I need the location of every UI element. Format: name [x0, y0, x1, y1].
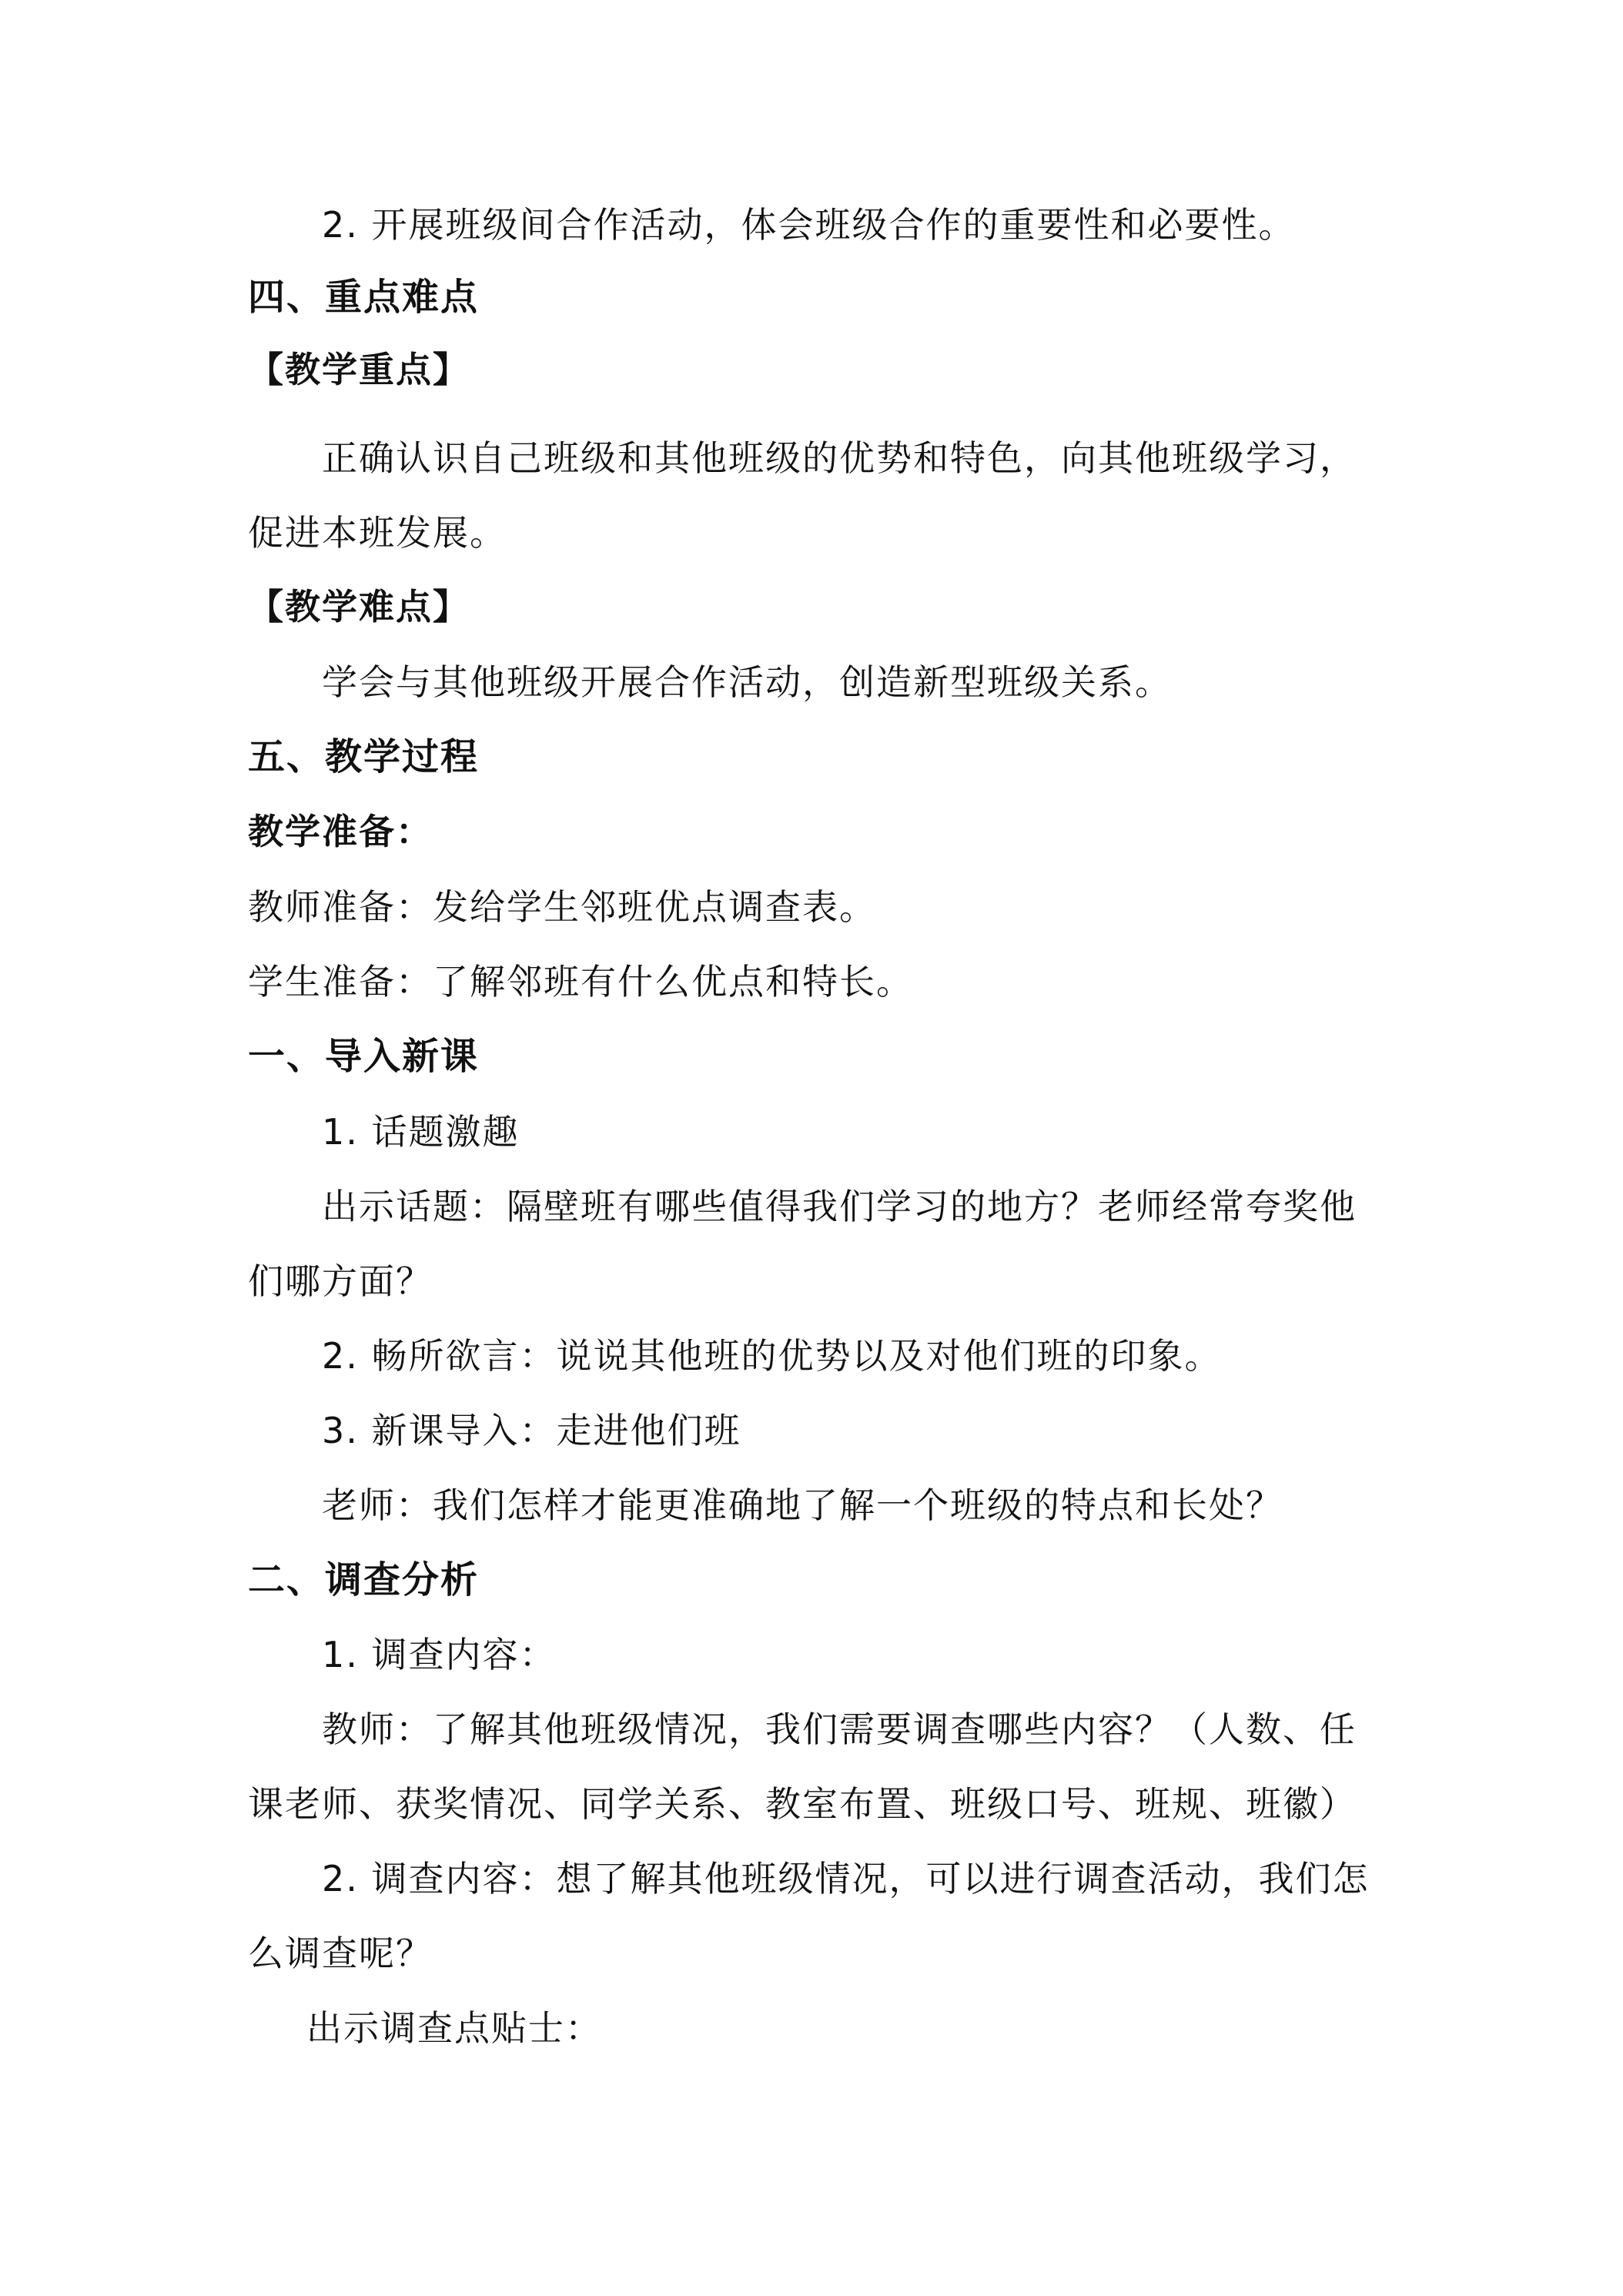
subheading-teaching-focus: 【教学重点】 — [248, 349, 470, 390]
step-topic-interest: 1. 话题激趣 — [322, 1111, 520, 1153]
step-survey-content: 1. 调查内容： — [322, 1634, 557, 1675]
paragraph-survey-method-line-1: 2. 调查内容：想了解其他班级情况，可以进行调查活动，我们怎 — [322, 1858, 1370, 1899]
paragraph-survey-line-2: 课老师、获奖情况、同学关系、教室布置、班级口号、班规、班徽） — [248, 1783, 1357, 1825]
paragraph-topic-line-1: 出示话题：隔壁班有哪些值得我们学习的地方？老师经常夸奖他 — [322, 1186, 1357, 1227]
subheading-teaching-difficulty: 【教学难点】 — [248, 586, 470, 628]
step-free-discussion: 2. 畅所欲言：说说其他班的优势以及对他们班的印象。 — [322, 1335, 1222, 1377]
paragraph-survey-line-1: 教师：了解其他班级情况，我们需要调查哪些内容？（人数、任 — [322, 1709, 1357, 1750]
survey-tips-label: 出示调查点贴士： — [306, 2007, 602, 2049]
subheading-preparation: 教学准备： — [248, 811, 433, 852]
step-new-lesson: 3. 新课导入：走进他们班 — [322, 1410, 741, 1451]
paragraph-difficulty: 学会与其他班级开展合作活动，创造新型班级关系。 — [322, 661, 1172, 703]
student-preparation: 学生准备：了解邻班有什么优点和特长。 — [248, 961, 913, 1002]
section-heading-survey: 二、调查分析 — [248, 1558, 480, 1602]
paragraph-focus-line-2: 促进本班发展。 — [248, 512, 507, 554]
section-heading-introduction: 一、导入新课 — [248, 1035, 480, 1078]
teacher-preparation: 教师准备：发给学生邻班优点调查表。 — [248, 886, 876, 928]
teacher-question: 老师：我们怎样才能更准确地了解一个班级的特点和长处？ — [322, 1484, 1283, 1526]
paragraph-focus-line-1: 正确认识自己班级和其他班级的优势和特色，向其他班级学习， — [322, 437, 1357, 479]
paragraph-topic-line-2: 们哪方面？ — [248, 1260, 433, 1302]
section-heading-process: 五、教学过程 — [248, 735, 480, 778]
paragraph-survey-method-line-2: 么调查呢？ — [248, 1933, 433, 1974]
goal-item-2: 2. 开展班级间合作活动，体会班级合作的重要性和必要性。 — [322, 204, 1296, 246]
section-heading-key-points: 四、重点难点 — [248, 276, 480, 319]
